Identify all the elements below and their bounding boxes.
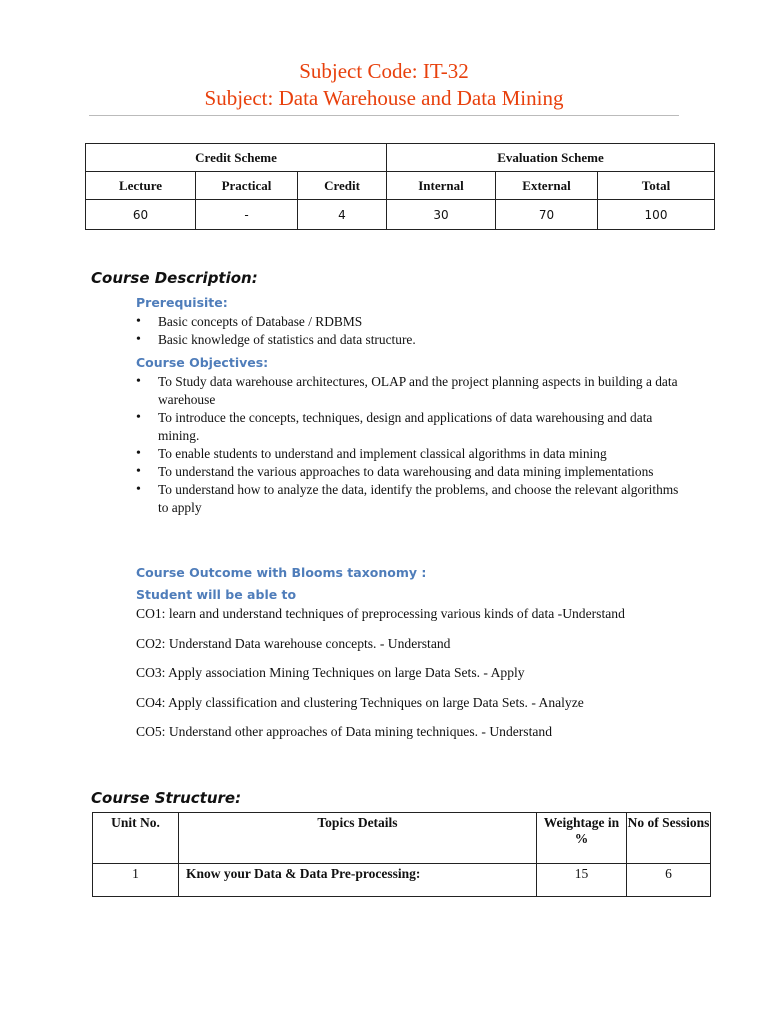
column-header-total: Total [598,172,715,200]
column-header-weightage: Weightage in % [537,813,627,864]
column-header-practical: Practical [196,172,298,200]
subject-code-title: Subject Code: IT-32 [299,59,469,83]
external-value: 70 [496,200,598,230]
title-divider [89,115,679,116]
course-objectives-heading: Course Objectives: [136,355,269,370]
lecture-value: 60 [86,200,196,230]
weightage-cell: 15 [537,864,627,897]
column-header-sessions: No of Sessions [627,813,711,864]
practical-value: - [196,200,298,230]
list-item: • To Study data warehouse architectures, OLAP and the project planning aspects in building a data warehouse [136,373,681,409]
course-structure-heading: Course Structure: [91,789,242,807]
column-header-credit: Credit [298,172,387,200]
list-item: • To introduce the concepts, techniques, design and applications of data warehousing and data mining. [136,409,681,445]
credit-value: 4 [298,200,387,230]
column-header-topics-details: Topics Details [179,813,537,864]
student-able-heading: Student will be able to [136,587,297,602]
course-outcome-co4: CO4: Apply classification and clustering Techniques on large Data Sets. - Analyze [136,695,584,710]
column-header-unit-no: Unit No. [93,813,179,864]
sessions-cell: 6 [627,864,711,897]
column-header-lecture: Lecture [86,172,196,200]
evaluation-scheme-header: Evaluation Scheme [387,144,715,172]
list-item: • To understand how to analyze the data, identify the problems, and choose the relevant algorithms to apply [136,481,681,517]
course-outcome-heading: Course Outcome with Blooms taxonomy : [136,565,427,580]
subject-title: Subject: Data Warehouse and Data Mining [204,86,564,110]
course-description-heading: Course Description: [91,269,258,287]
list-item: • To enable students to understand and implement classical algorithms in data mining [136,445,681,463]
course-outcome-co5: CO5: Understand other approaches of Data mining techniques. - Understand [136,724,553,739]
credit-scheme-header: Credit Scheme [86,144,387,172]
column-header-internal: Internal [387,172,496,200]
prerequisite-heading: Prerequisite: [136,295,228,310]
course-outcome-co1: CO1: learn and understand techniques of preprocessing various kinds of data -Understand [136,606,625,621]
course-outcome-co2: CO2: Understand Data warehouse concepts. - Understand [136,636,451,651]
course-outcome-co3: CO3: Apply association Mining Techniques on large Data Sets. - Apply [136,665,525,680]
internal-value: 30 [387,200,496,230]
course-structure-table [92,812,711,897]
unit-number-cell: 1 [93,864,179,897]
list-item: • To understand the various approaches to data warehousing and data mining implementations [136,463,681,481]
prerequisite-list [136,313,696,349]
table-row [93,864,711,897]
column-header-external: External [496,172,598,200]
topic-cell: Know your Data & Data Pre-processing: [179,864,537,897]
total-value: 100 [598,200,715,230]
list-item: • Basic knowledge of statistics and data structure. [136,331,696,349]
credit-evaluation-table [85,143,715,230]
list-item: • Basic concepts of Database / RDBMS [136,313,696,331]
course-objectives-list [136,373,681,517]
page-title-block [0,58,768,112]
